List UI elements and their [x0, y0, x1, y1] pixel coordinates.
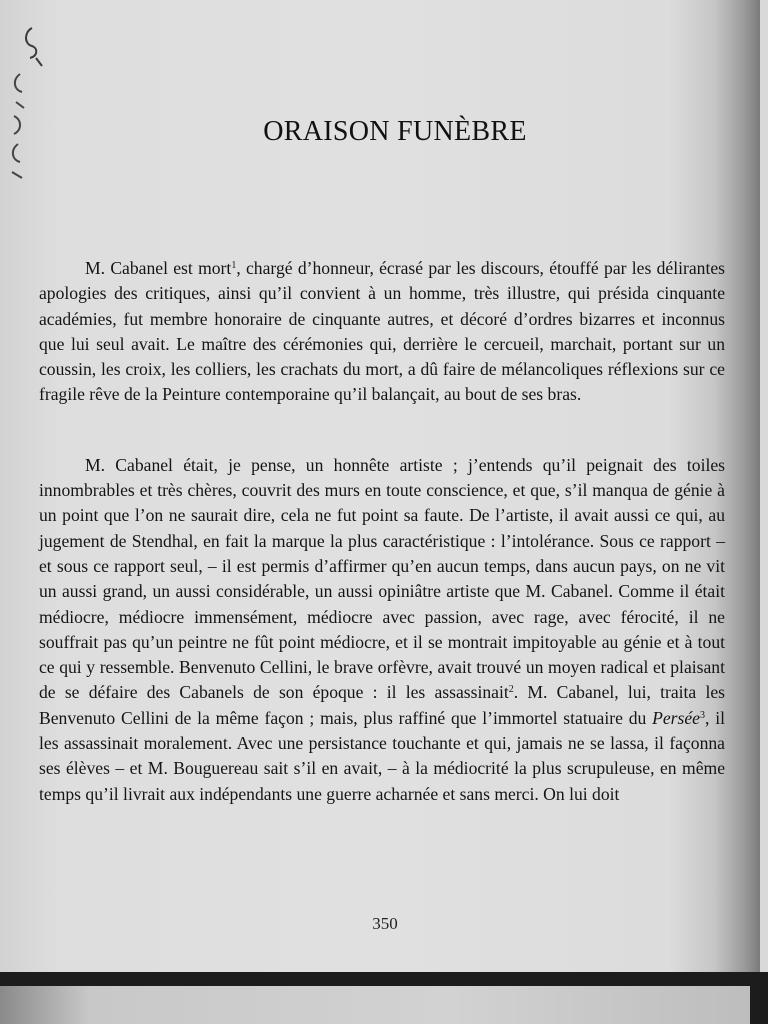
footnote-ref-3: 3	[700, 709, 705, 721]
paragraph-2-text-c: , il les assassinait moralement. Avec une persistance touchante et qui, jamais ne se lassa, il façonna ses élèves – et M. Bouguereau sait s’il en avait, – à la médiocrité la plus scrupuleuse, en même temps qu’il livrait aux indépendants une guerre acharnée et sans merci. On lui doit	[39, 707, 725, 804]
handwritten-margin-notes	[2, 18, 50, 188]
paragraph-2	[39, 453, 725, 807]
paragraph-2-text-b: . M. Cabanel, lui, traita les Benvenuto Cellini de la même façon ; mais, plus raffiné que l’immortel statuaire du	[39, 682, 725, 728]
paragraph-1-text-b: , chargé d’honneur, écrasé par les discours, étouffé par les délirantes apologies des critiques, ainsi qu’il convient à un homme, très illustre, qui présida cinquante académies, fut membre honoraire de cinquante autres, et décoré d’ordres bizarres et inconnus que lui seul avait. Le maître des cérémonies qui, derrière le cercueil, marchait, portant sur un coussin, les croix, les colliers, les crachats du mort, a dû faire de mélancoliques réflexions sur ce fragile rêve de la Peinture contemporaine qu’il balançait, au bout de ses bras.	[39, 258, 725, 405]
paragraph-1-text-a: M. Cabanel est mort	[85, 258, 232, 278]
footnote-ref-1: 1	[231, 260, 237, 271]
chapter-title: ORAISON FUNÈBRE	[263, 116, 527, 147]
persee-title: Persée	[652, 707, 700, 728]
body-text	[39, 256, 725, 807]
page-number: 350	[372, 914, 398, 933]
paragraph-1	[39, 256, 725, 408]
paragraph-2-text-a: M. Cabanel était, je pense, un honnête artiste ; j’entends qu’il peignait des toiles innombrables et très chères, couvrit des murs en toute conscience, et que, s’il manqua de génie à un point que l’on ne saurait dire, cela ne fut point sa faute. De l’artiste, il avait aussi ce qui, au jugement de Stendhal, en fait la marque la plus caractéristique : l’intolérance. Sous ce rapport – et sous ce rapport seul, – il est permis d’affirmer qu’en aucun temps, dans aucun pays, on ne vit un aussi grand, un aussi considérable, un aussi opiniâtre artiste que M. Cabanel. Comme il était médiocre, médiocre immensément, médiocre avec passion, avec rage, avec férocité, il ne souffrait pas qu’un peintre ne fût point médiocre, et il se montrait impitoyable au génie et à tout ce qui y ressemble. Benvenuto Cellini, le brave orfèvre, avait trouvé un moyen radical et plaisant de se défaire des Cabanels de son époque : il les assassinait	[39, 454, 725, 703]
next-page-edge	[0, 986, 750, 1024]
footnote-ref-2: 2	[508, 684, 514, 696]
